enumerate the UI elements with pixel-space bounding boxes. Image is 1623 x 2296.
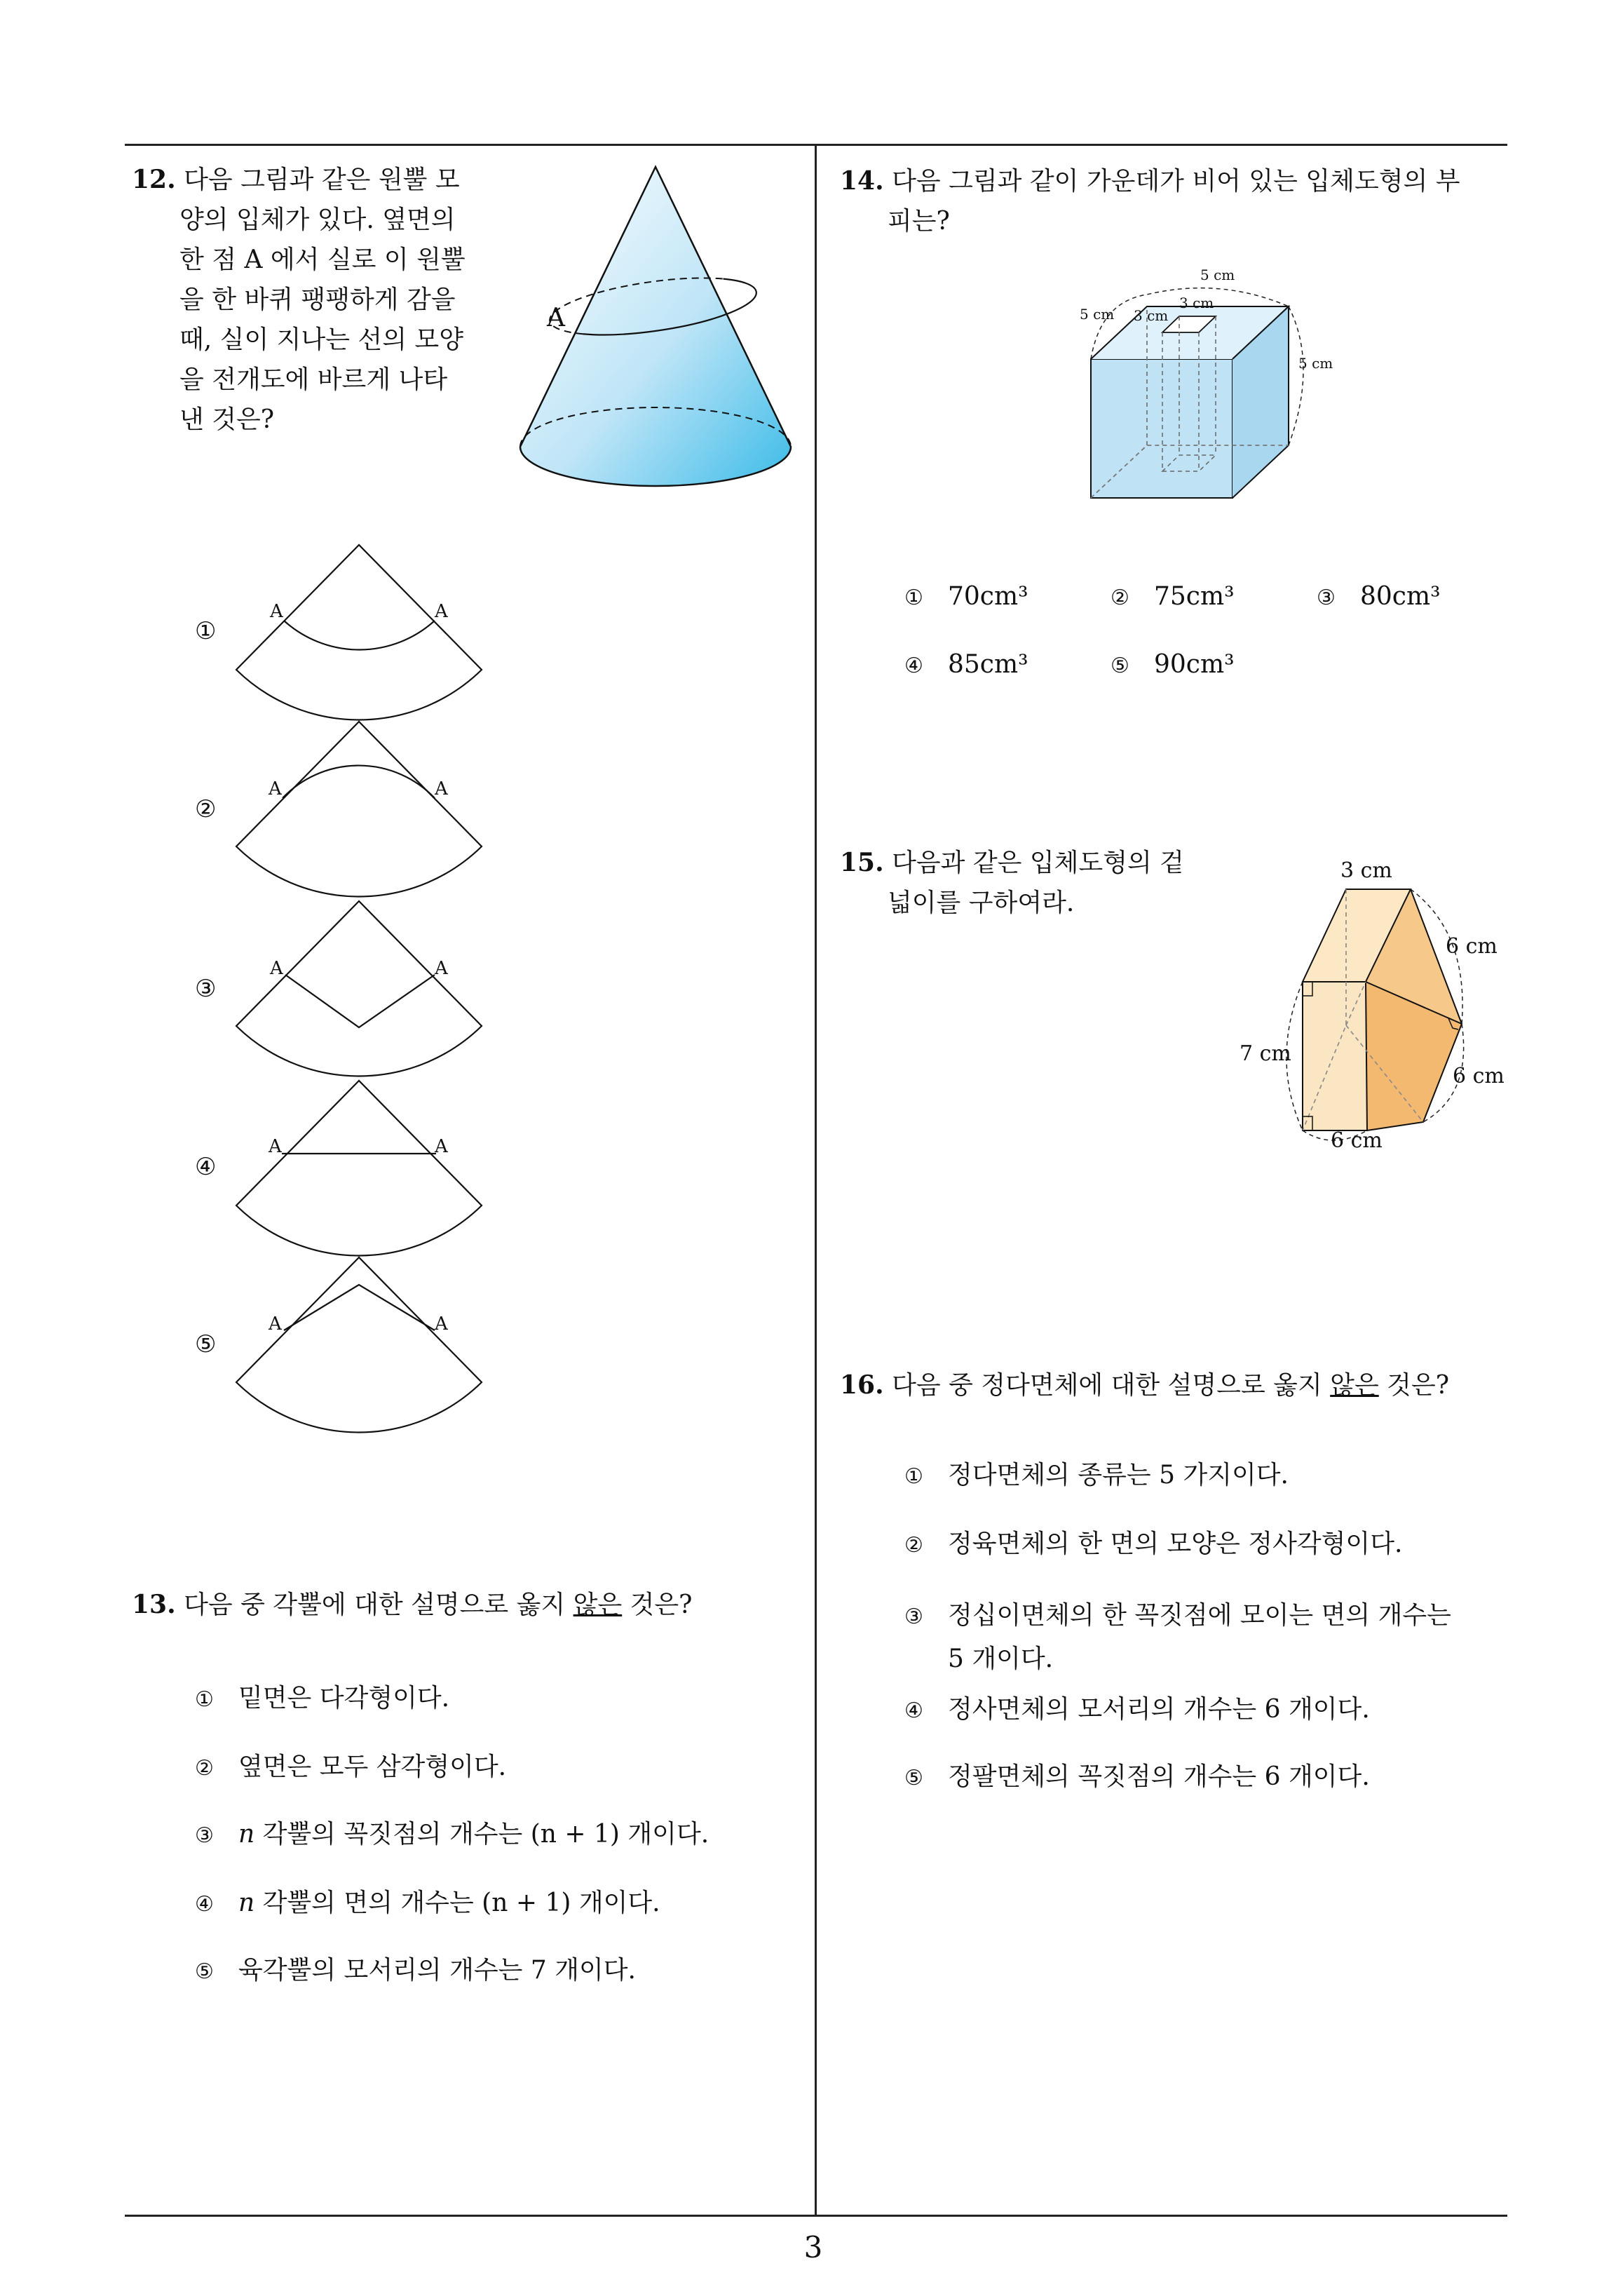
q14-option-5-text: 90cm³ (1154, 650, 1235, 679)
q12-opt5-point-left: A (269, 1314, 282, 1335)
q16-option-3-mark: ③ (904, 1605, 923, 1629)
q13-stem (132, 1585, 805, 1625)
q12-option-3-sector[interactable] (231, 898, 498, 1080)
q12-line-5: 때, 실이 지나는 선의 모양 (179, 325, 463, 354)
q12-opt1-point-right: A (435, 601, 448, 622)
q16-option-3[interactable] (904, 1595, 1451, 1680)
q16-option-1-mark: ① (904, 1464, 923, 1489)
q12-stem (132, 160, 496, 440)
page-number: 3 (803, 2230, 823, 2264)
q13-option-3-mark: ③ (195, 1823, 214, 1848)
q14-option-5[interactable] (1111, 648, 1235, 683)
q12-opt1-point-left: A (270, 601, 283, 622)
q16-number: 16. (840, 1370, 884, 1400)
q12-figure-label-a: A (547, 304, 565, 332)
q14-label-left: 5 cm (1080, 306, 1115, 323)
q13-option-5-mark: ⑤ (195, 1959, 214, 1984)
q15-label-right-bottom: 6 cm (1453, 1064, 1505, 1088)
q12-option-4-sector[interactable] (231, 1076, 498, 1259)
q15-label-right-top: 6 cm (1446, 934, 1498, 959)
q13-option-3[interactable] (195, 1818, 709, 1853)
q14-line-1: 다음 그림과 같이 가운데가 비어 있는 입체도형의 부 (892, 167, 1460, 196)
q16-option-4-text: 정사면체의 모서리의 개수는 6 개이다. (948, 1695, 1370, 1724)
q14-option-4[interactable] (904, 648, 1028, 683)
q14-number: 14. (840, 166, 884, 196)
q13-option-4-mark: ④ (195, 1892, 214, 1917)
column-divider (815, 146, 817, 2215)
q13-option-4-text: 각뿔의 면의 개수는 (n + 1) 개이다. (254, 1889, 660, 1917)
q12-line-6: 을 전개도에 바르게 나타 (179, 365, 448, 394)
q15-label-left: 7 cm (1240, 1041, 1291, 1066)
q16-option-1[interactable] (904, 1459, 1289, 1494)
q16-option-5-mark: ⑤ (904, 1766, 923, 1790)
q12-number: 12. (132, 165, 176, 194)
q12-option-3-mark[interactable]: ③ (195, 975, 217, 1003)
q14-option-4-text: 85cm³ (948, 650, 1028, 679)
q12-line-4: 을 한 바퀴 팽팽하게 감을 (179, 285, 456, 314)
q12-line-3: 한 점 A 에서 실로 이 원뿔 (179, 245, 466, 274)
bottom-rule (125, 2215, 1507, 2217)
q15-label-bottom: 6 cm (1331, 1128, 1383, 1153)
q15-line-2: 넓이를 구하여라. (888, 889, 1075, 917)
q12-option-5-sector[interactable] (231, 1252, 498, 1434)
q12-option-4-mark[interactable]: ④ (195, 1153, 217, 1181)
q14-option-1[interactable] (904, 580, 1028, 615)
q15-number: 15. (840, 848, 884, 877)
q14-option-2[interactable] (1111, 580, 1235, 615)
q12-opt3-point-right: A (435, 958, 448, 979)
q16-option-2-text: 정육면체의 한 면의 모양은 정사각형이다. (948, 1529, 1403, 1558)
q12-option-5-mark[interactable]: ⑤ (195, 1330, 217, 1358)
q13-stem-after: 것은? (622, 1591, 693, 1619)
q14-label-right: 5 cm (1298, 355, 1333, 372)
q16-option-2[interactable] (904, 1527, 1402, 1562)
q14-label-hole-b: 3 cm (1179, 295, 1214, 311)
q16-option-4[interactable] (904, 1693, 1370, 1728)
q12-opt5-point-right: A (435, 1314, 448, 1335)
q12-line-7: 낸 것은? (179, 405, 275, 434)
q16-option-4-mark: ④ (904, 1699, 923, 1723)
q14-option-3-text: 80cm³ (1360, 582, 1441, 611)
q14-label-top: 5 cm (1200, 266, 1235, 283)
q14-option-1-text: 70cm³ (948, 582, 1028, 611)
q13-option-2[interactable] (195, 1750, 506, 1785)
q14-option-3[interactable] (1317, 580, 1441, 615)
q15-stem (840, 843, 1232, 923)
q12-line-1: 다음 그림과 같은 원뿔 모 (184, 166, 460, 194)
q14-option-2-text: 75cm³ (1154, 582, 1235, 611)
q13-option-1-mark: ① (195, 1687, 214, 1712)
q14-line-2: 피는? (888, 207, 950, 236)
q14-option-1-mark: ① (904, 586, 923, 610)
q16-option-1-text: 정다면체의 종류는 5 가지이다. (948, 1461, 1289, 1490)
q16-stem-after: 것은? (1378, 1371, 1450, 1400)
q13-option-1-text: 밑면은 다각형이다. (238, 1684, 450, 1713)
q12-line-2: 양의 입체가 있다. 옆면의 (179, 205, 456, 234)
q16-option-3-text: 정십이면체의 한 꼭짓점에 모이는 면의 개수는 (948, 1601, 1451, 1630)
q13-option-2-mark: ② (195, 1756, 214, 1781)
q15-label-top: 3 cm (1340, 858, 1392, 883)
q16-option-2-mark: ② (904, 1533, 923, 1558)
q14-option-3-mark: ③ (1317, 586, 1336, 610)
q16-option-5-text: 정팔면체의 꼭짓점의 개수는 6 개이다. (948, 1762, 1370, 1791)
q13-option-4[interactable] (195, 1886, 660, 1922)
q12-opt4-point-right: A (435, 1136, 448, 1157)
q13-option-3-var: n (238, 1820, 255, 1849)
q14-option-2-mark: ② (1111, 586, 1129, 610)
q16-stem-before: 다음 중 정다면체에 대한 설명으로 옳지 (892, 1371, 1331, 1400)
q12-cone-figure (512, 161, 806, 512)
q14-option-4-mark: ④ (904, 654, 923, 678)
q13-option-4-var: n (238, 1889, 255, 1917)
q13-option-1[interactable] (195, 1682, 449, 1717)
q12-opt2-point-left: A (269, 778, 282, 799)
q16-stem (840, 1365, 1513, 1405)
q12-opt3-point-left: A (270, 958, 283, 979)
q13-stem-underlined: 않은 (573, 1591, 623, 1619)
q13-option-2-text: 옆면은 모두 삼각형이다. (238, 1753, 507, 1781)
q16-option-3-text-2: 5 개이다. (948, 1645, 1054, 1673)
q13-option-3-text: 각뿔의 꼭짓점의 개수는 (n + 1) 개이다. (254, 1820, 709, 1849)
q12-opt2-point-right: A (435, 778, 448, 799)
q12-option-1-mark[interactable]: ① (195, 617, 217, 645)
q13-number: 13. (132, 1590, 176, 1619)
q15-line-1: 다음과 같은 입체도형의 겉 (892, 849, 1184, 877)
q12-option-1-sector[interactable] (231, 540, 498, 722)
q13-stem-before: 다음 중 각뿔에 대한 설명으로 옳지 (184, 1591, 573, 1619)
q16-option-5[interactable] (904, 1760, 1370, 1795)
q12-opt4-point-left: A (269, 1136, 282, 1157)
q12-option-2-mark[interactable]: ② (195, 795, 217, 823)
q13-option-5-text: 육각뿔의 모서리의 개수는 7 개이다. (238, 1956, 636, 1985)
q12-option-2-sector[interactable] (231, 715, 498, 898)
q13-option-5[interactable] (195, 1954, 636, 1989)
q15-prism-figure (1276, 870, 1486, 1150)
q14-stem (840, 161, 1499, 241)
q14-option-5-mark: ⑤ (1111, 654, 1129, 678)
q16-stem-underlined: 않은 (1330, 1371, 1379, 1400)
q14-label-hole-a: 3 cm (1134, 307, 1169, 324)
